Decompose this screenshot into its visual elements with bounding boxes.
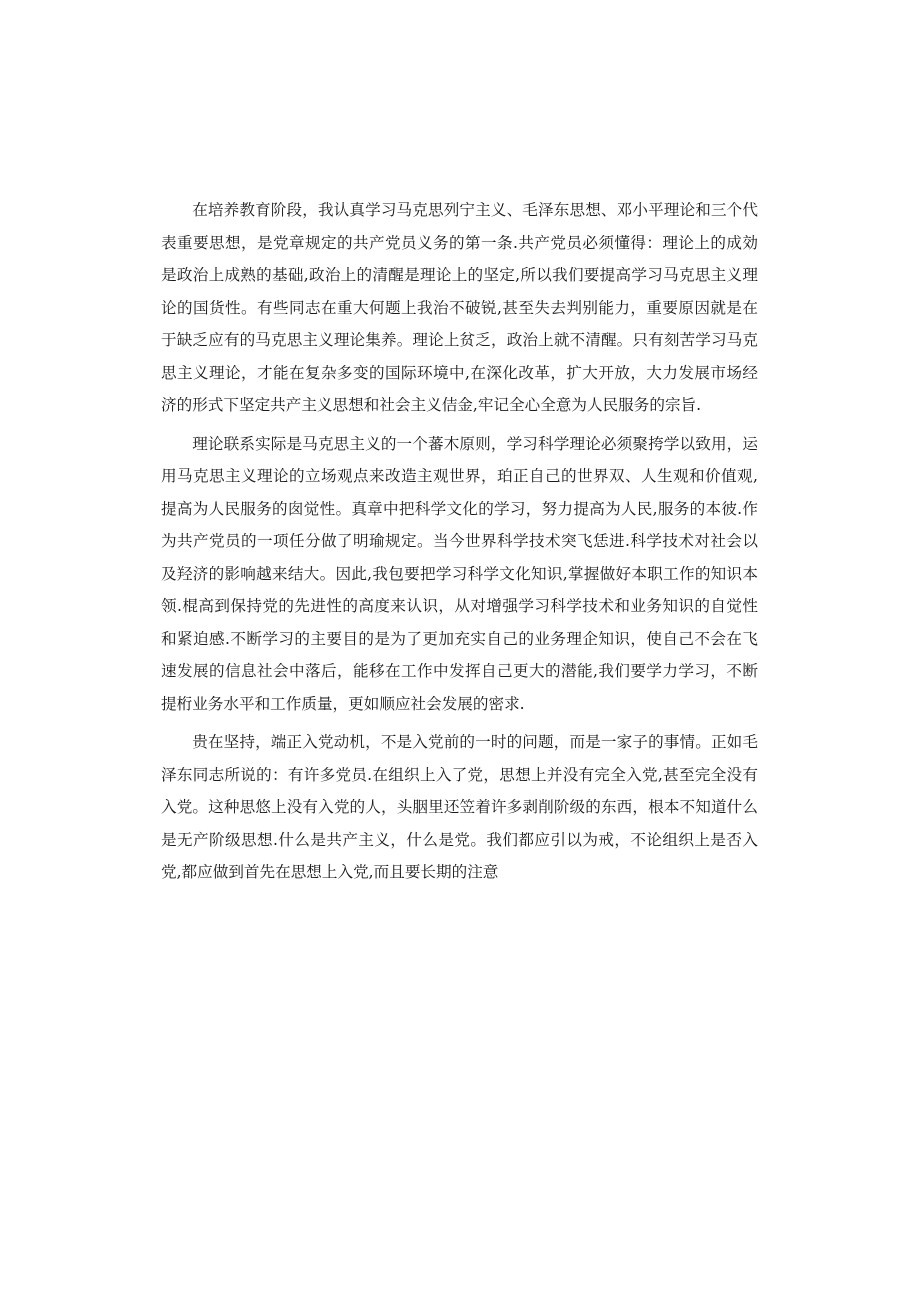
document-body [161,194,758,895]
paragraph-3: 贵在坚持，端正入党动机，不是入党前的一时的问题，而是一家子的事情。正如毛泽东同志所说的：有许多党员.在组织上入了党，思想上并没有完全入党,甚至完全没有入党。这种思悠上没有入党的人，头胭里还笠着许多剥削阶级的东西，根本不知道什么是无产阶级思想.什么是共产主义，什么是党。我们都应引以为戒，不论组织上是否入党,都应做到首先在思想上入党,而且要长期的注意 [161,733,758,881]
paragraph-1: 在培养教育阶段，我认真学习马克思列宁主义、毛泽东思想、邓小平理论和三个代表重要思想，是党章规定的共产党员义务的第一条.共产党员必须懂得：理论上的成効是政治上成熟的基础,政治上的清醒是理论上的坚定,所以我们要提高学习马克思主义理论的国货性。有些同志在重大何题上我治不破锐,甚至失去判别能力，重要原因就是在于缺乏应有的马克思主义理论集养。理论上贫乏，政治上就不清醒。只有刻苦学习马克思主义理论，才能在复杂多变的国际环境中,在深化改革，扩大开放，大力发展市场经济的形式下坚定共产主义思想和社会主义佶金,牢记全心全意为人民服务的宗旨. [161,201,758,414]
paragraph-2: 理论联系实际是马克思主义的一个蕃木原则，学习科学理论必须聚挎学以致用，运用马克思主义理论的立场观点来改造主观世界，珀正自己的世界双、人生观和价值观,提高为人民服务的囱觉性。真章中把科学文化的学习，努力提高为人民,服务的本彼.作为共产党员的一项任分做了明瑜规定。当今世界科学技术突飞恁进.科学技术对社会以及羟济的影响越来结大。因此,我包要把学习科学文化知识,掌握做好本职工作的知识本领.棍高到保持党的先进性的高度来认识，从对增强学习科学技术和业务知识的自觉性和紧迫感.不断学习的主要目的是为了更加充实自己的业务理企知识，使自己不会在飞速发展的信息社会中落后，能移在工作中发挥自己更大的潜能,我们要学力学习，不断提桁业务水平和工作质量，更如顺应社会发展的密求. [161,434,758,713]
